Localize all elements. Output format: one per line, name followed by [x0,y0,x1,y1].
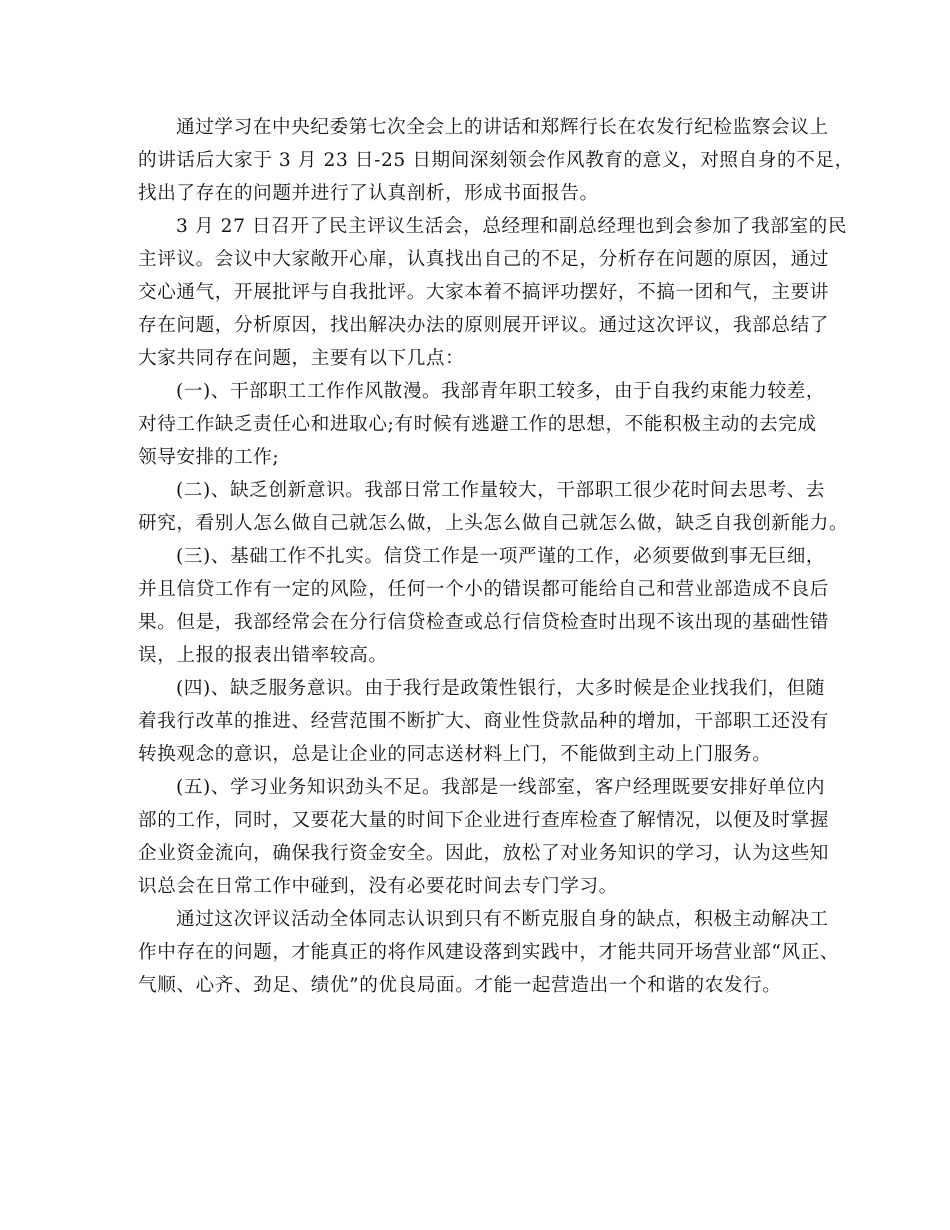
text-line: 对待工作缺乏责任心和进取心;有时候有逃避工作的思想，不能积极主动的去完成 [138,414,817,435]
paragraph-6 [138,672,829,771]
paragraph-4 [138,474,849,540]
text-line: 3 月 27 日召开了民主评议生活会，总经理和副总经理也到会参加了我部室的民 [176,216,848,237]
text-line: 存在问题，分析原因，找出解决办法的原则展开评议。通过这次评议，我部总结了 [138,315,829,336]
text-line: 并且信贷工作有一定的风险，任何一个小的错误都可能给自己和营业部造成不良后 [138,579,829,600]
text-line: (二)、缺乏创新意识。我部日常工作量较大，干部职工很少花时间去思考、去 [176,480,826,501]
text-line: (四)、缺乏服务意识。由于我行是政策性银行，大多时候是企业找我们，但随 [176,678,826,699]
paragraph-8 [138,903,840,1002]
text-line: 果。但是，我部经常会在分行信贷检查或总行信贷检查时出现不该出现的基础性错 [138,612,829,633]
paragraph-7 [138,771,829,903]
text-line: 找出了存在的问题并进行了认真剖析，形成书面报告。 [138,183,599,204]
text-line: 企业资金流向，确保我行资金安全。因此，放松了对业务知识的学习，认为这些知 [138,843,829,864]
paragraph-1 [138,111,854,210]
text-line: 误，上报的报表出错率较高。 [138,645,388,666]
text-line: 领导安排的工作; [138,447,280,468]
text-line: 识总会在日常工作中碰到，没有必要花时间去专门学习。 [138,876,618,897]
text-line: (三)、基础工作不扎实。信贷工作是一项严谨的工作，必须要做到事无巨细， [176,546,826,567]
text-line: 部的工作，同时，又要花大量的时间下企业进行查库检查了解情况，以便及时掌握 [138,810,829,831]
paragraph-5 [138,540,829,672]
text-line: 交心通气，开展批评与自我批评。大家本着不搞评功摆好，不搞一团和气，主要讲 [138,282,829,303]
text-line: (一)、干部职工工作作风散漫。我部青年职工较多，由于自我约束能力较差， [176,381,826,402]
text-line: 主评议。会议中大家敞开心扉，认真找出自己的不足，分析存在问题的原因，通过 [138,249,829,270]
text-line: 通过这次评议活动全体同志认识到只有不断克服自身的缺点，积极主动解决工 [176,909,829,930]
text-line: (五)、学习业务知识劲头不足。我部是一线部室，客户经理既要安排好单位内 [176,777,826,798]
document-body [138,111,854,1002]
text-line: 着我行改革的推进、经营范围不断扩大、商业性贷款品种的增加，干部职工还没有 [138,711,829,732]
text-line: 通过学习在中央纪委第七次全会上的讲话和郑辉行长在农发行纪检监察会议上 [176,117,829,138]
text-line: 大家共同存在问题，主要有以下几点： [138,348,465,369]
text-line: 研究，看别人怎么做自己就怎么做，上头怎么做自己就怎么做，缺乏自我创新能力。 [138,513,849,534]
text-line: 作中存在的问题，才能真正的将作风建设落到实践中，才能共同开场营业部“风正、 [138,942,840,963]
text-line: 气顺、心齐、劲足、绩优”的优良局面。才能一起营造出一个和谐的农发行。 [138,975,782,996]
text-line: 转换观念的意识，总是让企业的同志送材料上门，不能做到主动上门服务。 [138,744,772,765]
text-line: 的讲话后大家于 3 月 23 日-25 日期间深刻领会作风教育的意义，对照自身的不足， [138,150,854,171]
paragraph-3 [138,375,826,474]
paragraph-2 [138,210,848,375]
